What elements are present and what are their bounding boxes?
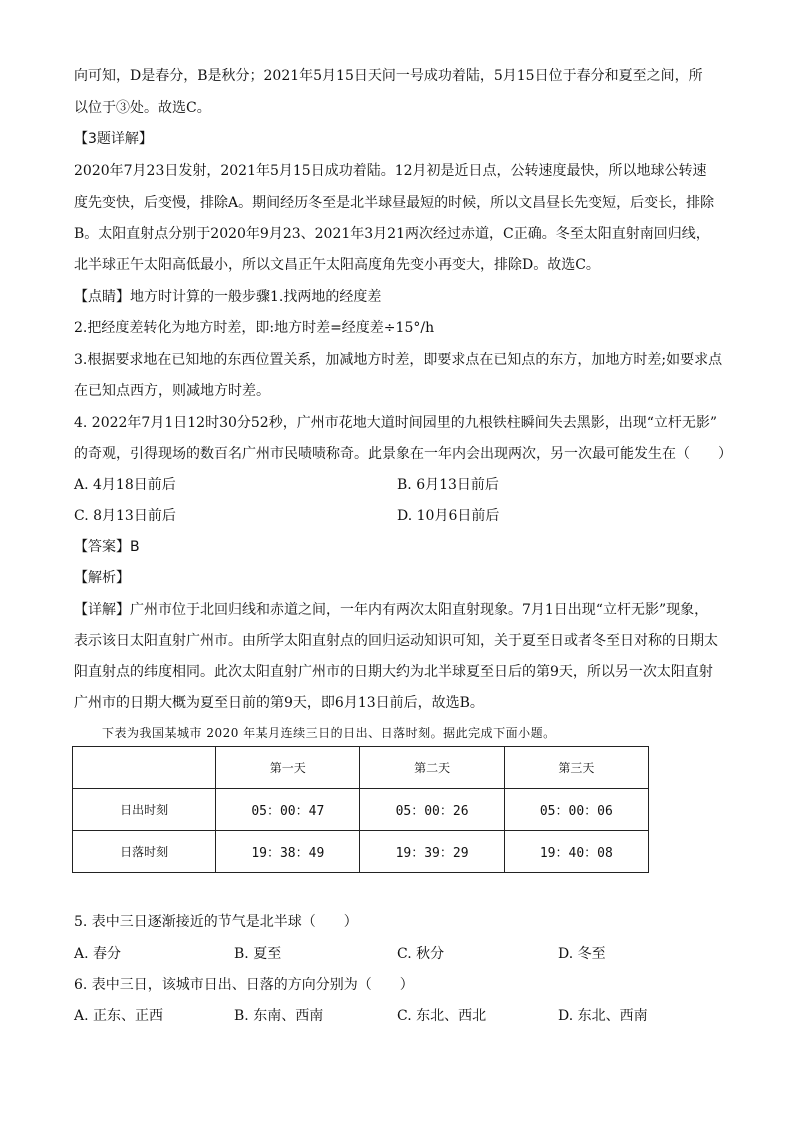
- q4-option-d: D. 10月6日前后: [397, 508, 500, 524]
- table-cell: 05：00：47: [216, 789, 360, 831]
- text-line: 3.根据要求地在已知地的东西位置关系，加减地方时差，即要求点在已知点的东方，加地方时差;如要求点: [74, 352, 723, 368]
- table-header-cell: 第二天: [360, 747, 504, 789]
- q5-option-a: A. 春分: [74, 946, 122, 962]
- table-header-cell: 第三天: [504, 747, 648, 789]
- table-row: [73, 831, 649, 873]
- detail-line: 【详解】广州市位于北回归线和赤道之间，一年内有两次太阳直射现象。7月1日出现“立杆无影”现象，: [74, 602, 709, 618]
- q5-option-b: B. 夏至: [234, 946, 282, 962]
- q4-option-b: B. 6月13日前后: [397, 477, 499, 493]
- question-6: 6. 表中三日，该城市日出、日落的方向分别为（ ）: [74, 977, 414, 993]
- table-cell: 05：00：26: [360, 789, 504, 831]
- table-row-label: 日落时刻: [73, 831, 216, 873]
- text-line: 在已知点西方，则减地方时差。: [74, 383, 270, 399]
- tip-line: 【点睛】地方时计算的一般步骤1.找两地的经度差: [74, 289, 382, 305]
- detail-line: 广州市的日期大概为夏至日前的第9天，即6月13日前后，故选B。: [74, 695, 484, 711]
- table-cell: 19：38：49: [216, 831, 360, 873]
- text-line: 向可知，D是春分，B是秋分；2021年5月15日天问一号成功着陆，5月15日位于春分和夏至之间，所: [74, 68, 703, 84]
- table-caption: 下表为我国某城市 2020 年某月连续三日的日出、日落时刻。据此完成下面小题。: [102, 726, 556, 740]
- table-cell: 19：39：29: [360, 831, 504, 873]
- analysis-heading: 【解析】: [74, 570, 130, 586]
- q6-option-c: C. 东北、西北: [397, 1008, 487, 1024]
- table-row-label: 日出时刻: [73, 789, 216, 831]
- sunrise-sunset-table: [72, 746, 649, 873]
- detail-line: 阳直射点的纬度相同。此次太阳直射广州市的日期大约为北半球夏至日后的第9天，所以另一次太阳直射: [74, 664, 713, 680]
- text-line: B。太阳直射点分别于2020年9月23、2021年3月21两次经过赤道，C正确。冬至太阳直射南回归线，: [74, 226, 710, 242]
- question-4: 4. 2022年7月1日12时30分52秒，广州市花地大道时间园里的九根铁柱瞬间失去黑影，出现“立杆无影”: [74, 415, 718, 431]
- text-line: 以位于③处。故选C。: [74, 100, 211, 116]
- q6-option-b: B. 东南、西南: [234, 1008, 324, 1024]
- text-line: 度先变快，后变慢，排除A。期间经历冬至是北半球昼最短的时候，所以文昌昼长先变短，后变长，排除: [74, 195, 715, 211]
- q6-option-d: D. 东北、西南: [558, 1008, 648, 1024]
- question-4-cont: 的奇观，引得现场的数百名广州市民啧啧称奇。此景象在一年内会出现两次，另一次最可能发生在（ ）: [74, 446, 732, 462]
- table-header-row: [73, 747, 649, 789]
- text-line: 2020年7月23日发射，2021年5月15日成功着陆。12月初是近日点，公转速度最快，所以地球公转速: [74, 163, 707, 179]
- table-header-cell: [73, 747, 216, 789]
- table-cell: 05：00：06: [504, 789, 648, 831]
- q6-option-a: A. 正东、正西: [74, 1008, 164, 1024]
- q5-option-d: D. 冬至: [558, 946, 606, 962]
- q5-option-c: C. 秋分: [397, 946, 445, 962]
- section-heading: 【3题详解】: [74, 131, 153, 147]
- question-5: 5. 表中三日逐渐接近的节气是北半球（ ）: [74, 914, 358, 930]
- text-line: 2.把经度差转化为地方时差，即:地方时差=经度差÷15°/h: [74, 320, 435, 336]
- text-line: 北半球正午太阳高低最小，所以文昌正午太阳高度角先变小再变大，排除D。故选C。: [74, 257, 600, 273]
- answer-heading: 【答案】B: [74, 539, 140, 555]
- q4-option-a: A. 4月18日前后: [74, 477, 176, 493]
- table-row: [73, 789, 649, 831]
- table-header-cell: 第一天: [216, 747, 360, 789]
- table-cell: 19：40：08: [504, 831, 648, 873]
- detail-line: 表示该日太阳直射广州市。由所学太阳直射点的回归运动知识可知，关于夏至日或者冬至日对称的日期太: [74, 633, 718, 649]
- q4-option-c: C. 8月13日前后: [74, 508, 176, 524]
